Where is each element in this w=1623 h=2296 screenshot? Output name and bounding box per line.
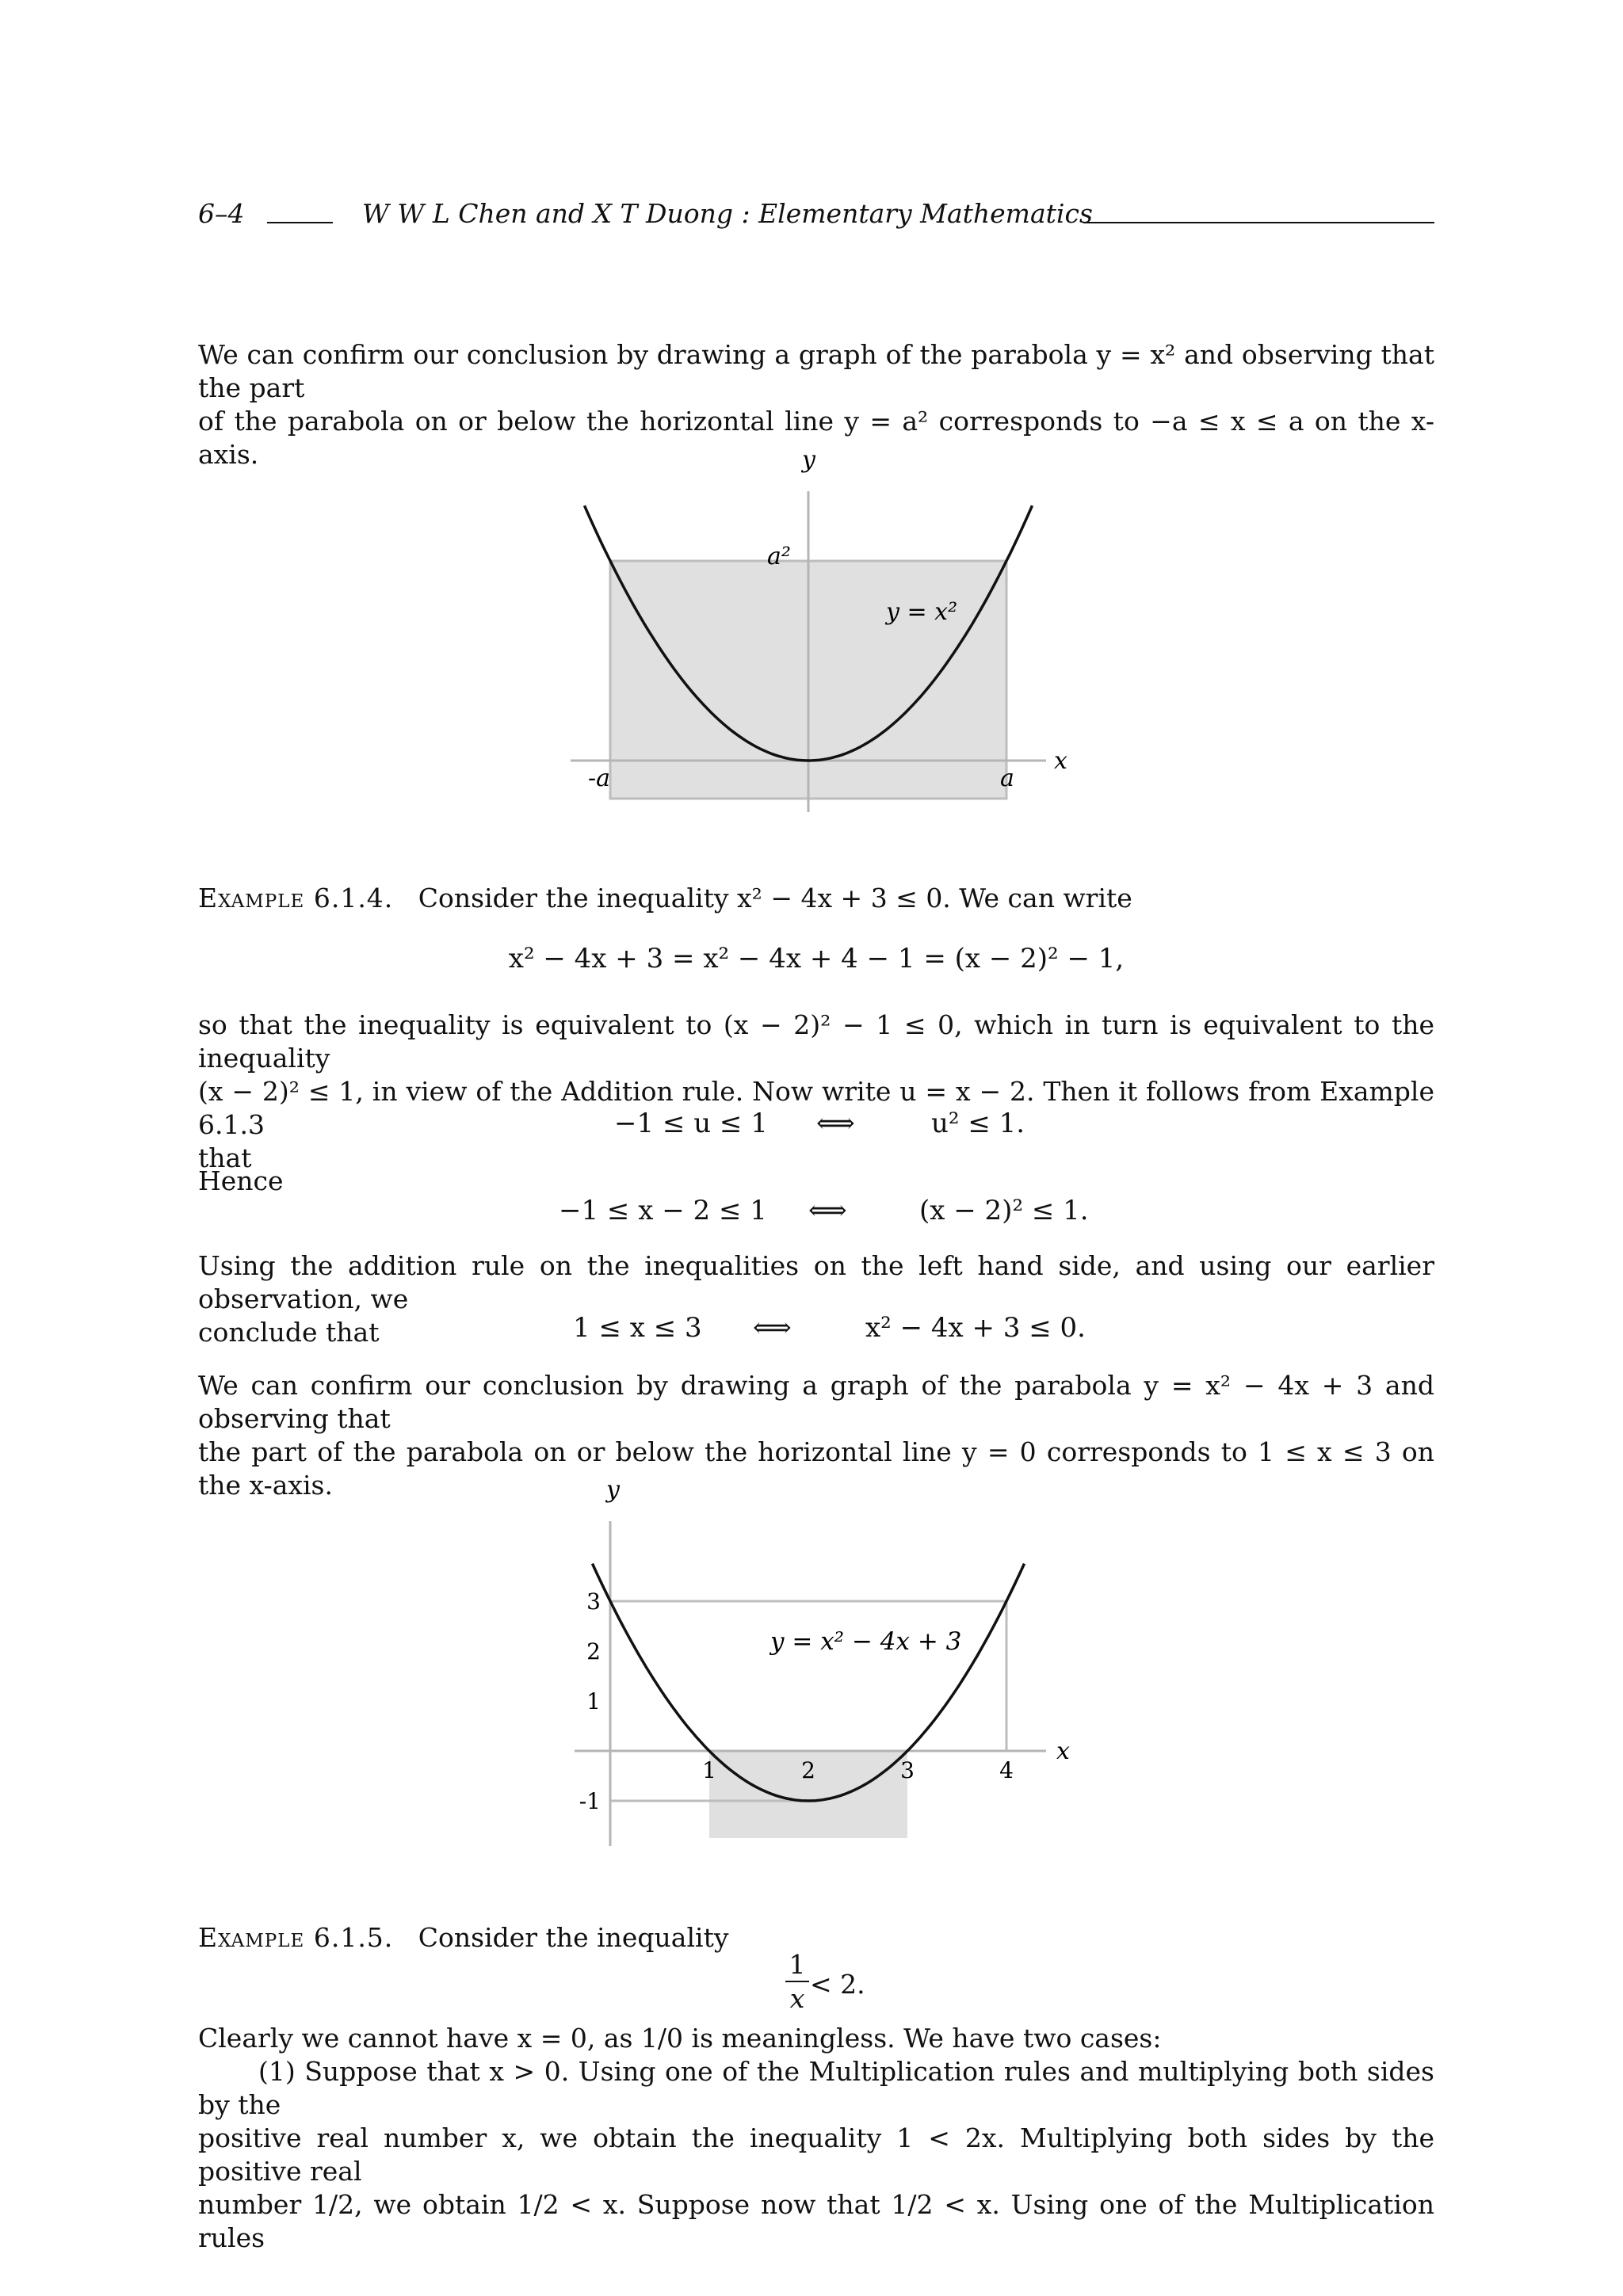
page-number: 6–4	[198, 198, 245, 229]
level-label: a²	[767, 543, 791, 570]
para1-line-3: that	[198, 1142, 252, 1173]
example-6-1-4-intro	[198, 882, 1434, 915]
para1-line-1: so that the inequality is equivalent to (x − 2)² − 1 ≤ 0, which in turn is equivalent to the inequality	[198, 1009, 1434, 1074]
intro-line-1: We can confirm our conclusion by drawing a graph of the parabola y = x² and observing that the part	[198, 339, 1434, 403]
x-tick-label: 3	[900, 1757, 915, 1783]
example-heading: Example 6.1.5.	[198, 1922, 394, 1953]
equivalence-right: (x − 2)² ≤ 1.	[919, 1195, 1089, 1226]
figure-parabola-shifted	[555, 1474, 1109, 1854]
display-equivalence-3	[198, 1312, 1434, 1348]
ex5-line-1: Clearly we cannot have x = 0, as 1/0 is meaningless. We have two cases:	[198, 2023, 1162, 2054]
equivalence-symbol: ⟺	[808, 1195, 847, 1226]
y-tick-label: -1	[579, 1788, 601, 1814]
right-tick-label: a	[1000, 765, 1014, 792]
example-heading: Example 6.1.4.	[198, 883, 394, 913]
running-header	[198, 198, 1434, 246]
x-tick-label: 1	[702, 1757, 716, 1783]
equivalence-left: −1 ≤ x − 2 ≤ 1	[559, 1195, 767, 1226]
ex5-line-4: number 1/2, we obtain 1/2 < x. Suppose now that 1/2 < x. Using one of the Multiplication rules	[198, 2189, 1434, 2253]
intro-line-2: of the parabola on or below the horizontal line y = a² corresponds to −a ≤ x ≤ a on the x-axis.	[198, 406, 1434, 470]
y-axis-label: y	[802, 446, 815, 474]
equivalence-symbol: ⟺	[816, 1108, 855, 1139]
display-equation-1: x² − 4x + 3 = x² − 4x + 4 − 1 = (x − 2)² − 1,	[508, 943, 1125, 974]
para1-line-2: (x − 2)² ≤ 1, in view of the Addition rule. Now write u = x − 2. Then it follows from Example 6.1.3	[198, 1076, 1434, 1140]
fraction-rest: < 2.	[810, 1969, 865, 2000]
equivalence-right: u² ≤ 1.	[931, 1108, 1025, 1139]
y-axis-label: y	[606, 1476, 620, 1504]
example-intro: Consider the inequality	[418, 1922, 729, 1953]
header-rule-left	[267, 222, 333, 223]
example-6-1-4-paragraph-1	[198, 1009, 1434, 1175]
x-tick-label: 2	[801, 1757, 815, 1783]
example-6-1-5-paragraph	[198, 2022, 1434, 2255]
fraction-bar	[785, 1981, 809, 1982]
display-equivalence-1	[198, 1108, 1434, 1144]
y-tick-label: 3	[586, 1589, 601, 1615]
left-tick-label: -a	[588, 765, 611, 792]
figure-parabola-x-squared	[555, 444, 1109, 824]
hence-line: Hence	[198, 1165, 284, 1196]
para2-line-2: conclude that	[198, 1317, 380, 1348]
equivalence-symbol: ⟺	[753, 1312, 792, 1344]
para3-line-1: We can confirm our conclusion by drawing a graph of the parabola y = x² − 4x + 3 and observing that	[198, 1370, 1434, 1434]
x-axis-label: x	[1056, 1737, 1070, 1765]
y-tick-label: 1	[586, 1688, 601, 1714]
x-tick-label: 4	[999, 1757, 1014, 1783]
running-title: W W L Chen and X T Duong : Elementary Mathematics	[362, 198, 1093, 229]
para2-line-1: Using the addition rule on the inequalities on the left hand side, and using our earlier observation, we	[198, 1250, 1434, 1314]
display-equivalence-2	[198, 1195, 1434, 1231]
x-axis-label: x	[1054, 747, 1067, 775]
curve-label: y = x²	[886, 598, 958, 626]
y-tick-label: 2	[586, 1638, 601, 1665]
para3-line-2: the part of the parabola on or below the horizontal line y = 0 corresponds to 1 ≤ x ≤ 3 on the x-axis.	[198, 1436, 1434, 1501]
equivalence-left: 1 ≤ x ≤ 3	[573, 1312, 702, 1344]
ex5-line-2: (1) Suppose that x > 0. Using one of the Multiplication rules and multiplying both sides by the	[198, 2056, 1434, 2120]
example-6-1-5-intro	[198, 1921, 1434, 1955]
ex5-line-3: positive real number x, we obtain the inequality 1 < 2x. Multiplying both sides by the positive real	[198, 2122, 1434, 2187]
curve-label: y = x² − 4x + 3	[770, 1627, 962, 1656]
example-intro: Consider the inequality x² − 4x + 3 ≤ 0. We can write	[418, 883, 1132, 913]
hence-text	[198, 1165, 1434, 1198]
equivalence-right: x² − 4x + 3 ≤ 0.	[865, 1312, 1086, 1344]
fraction-denominator: x	[789, 1983, 805, 2014]
equivalence-left: −1 ≤ u ≤ 1	[614, 1108, 768, 1139]
fraction-numerator: 1	[789, 1949, 806, 1980]
header-rule-right	[1083, 222, 1434, 223]
